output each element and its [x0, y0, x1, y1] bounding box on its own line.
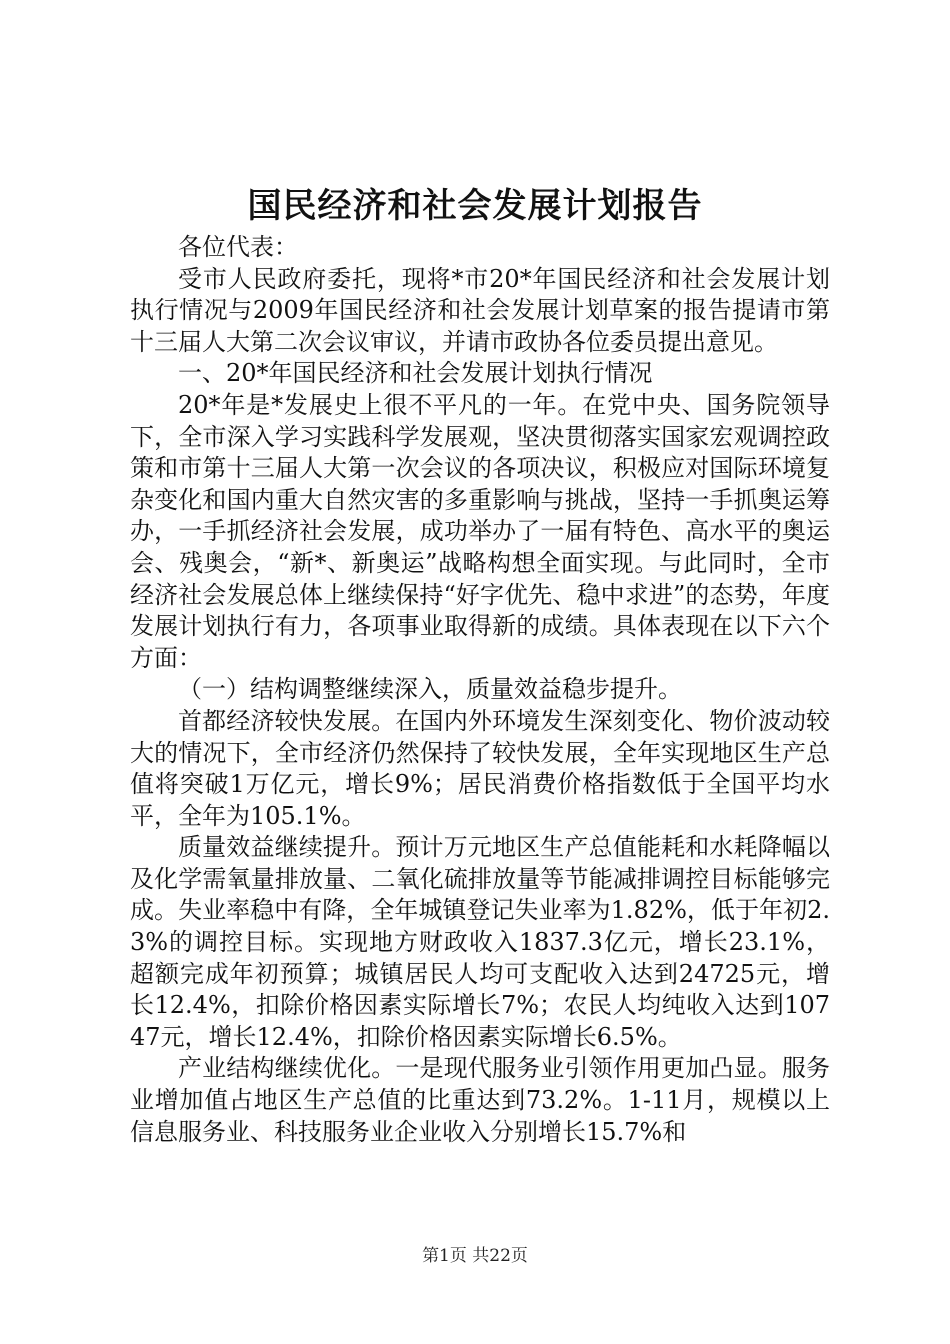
quality-paragraph: 质量效益继续提升。预计万元地区生产总值能耗和水耗降幅以及化学需氧量排放量、二氧化硫排放量等节能减排调控目标能够完成。失业率稳中有降，全年城镇登记失业率为1.82%，低于年初2.3%的调控目标。实现地方财政收入1837.3亿元，增长23.1%，超额完成年初预算；城镇居民人均可支配收入达到24725元，增长12.4%，扣除价格因素实际增长7%；农民人均纯收入达到10747元，增长12.4%，扣除价格因素实际增长6.5%。	[130, 833, 830, 1051]
overview-paragraph: 20*年是*发展史上很不平凡的一年。在党中央、国务院领导下，全市深入学习实践科学发展观，坚决贯彻落实国家宏观调控政策和市第十三届人大第一次会议的各项决议，积极应对国际环境复杂变化和国内重大自然灾害的多重影响与挑战，坚持一手抓奥运筹办，一手抓经济社会发展，成功举办了一届有特色、高水平的奥运会、残奥会，“新*、新奥运”战略构想全面实现。与此同时，全市经济社会发展总体上继续保持“好字优先、稳中求进”的态势，年度发展计划执行有力，各项事业取得新的成绩。具体表现在以下六个方面：	[130, 390, 830, 672]
salutation-paragraph: 各位代表：	[178, 233, 298, 261]
section-heading-1: 一、20*年国民经济和社会发展计划执行情况	[178, 359, 653, 388]
intro-paragraph: 受市人民政府委托，现将*市20*年国民经济和社会发展计划执行情况与2009年国民经济和社会发展计划草案的报告提请市第十三届人大第二次会议审议，并请市政协各位委员提出意见。	[130, 264, 830, 356]
page-footer: 第1页 共22页	[422, 1246, 528, 1266]
economy-paragraph: 首都经济较快发展。在国内外环境发生深刻变化、物价波动较大的情况下，全市经济仍然保持了较快发展，全年实现地区生产总值将突破1万亿元，增长9%；居民消费价格指数低于全国平均水平，全年为105.1%。	[130, 706, 830, 830]
document-body	[130, 232, 830, 1148]
document-title: 国民经济和社会发展计划报告	[247, 186, 703, 226]
industry-paragraph: 产业结构继续优化。一是现代服务业引领作用更加凸显。服务业增加值占地区生产总值的比重达到73.2%。1-11月，规模以上信息服务业、科技服务业企业收入分别增长15.7%和	[130, 1054, 830, 1146]
subsection-heading-1: （一）结构调整继续深入，质量效益稳步提升。	[178, 675, 682, 704]
